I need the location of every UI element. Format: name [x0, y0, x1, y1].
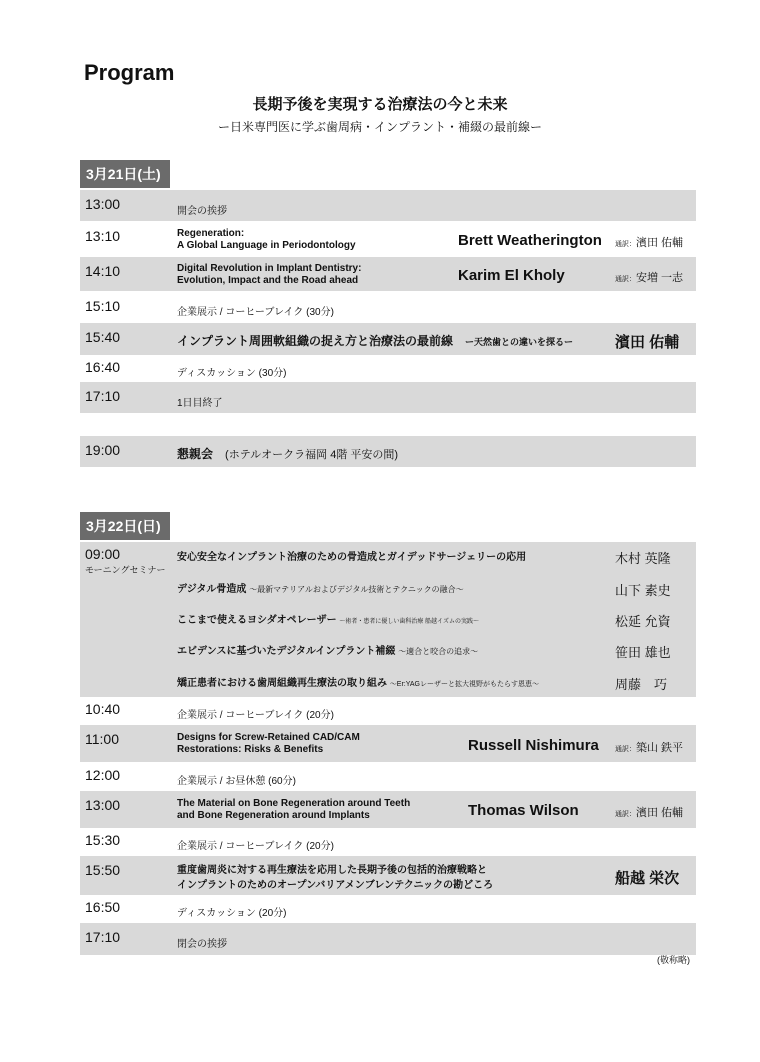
time: 15:50: [85, 862, 121, 878]
session-title: Digital Revolution in Implant Dentistry: Evolution, Impact and the Road ahead: [177, 263, 362, 286]
session-title: 懇親会 (ホテルオークラ福岡 4階 平安の間): [177, 447, 399, 461]
schedule-row: [80, 292, 696, 322]
session-title: The Material on Bone Regeneration around Teeth and Bone Regeneration around Implants: [177, 798, 411, 821]
schedule-row: [80, 257, 696, 291]
session-title: 重度歯周炎に対する再生療法を応用した長期予後の包括的治療戦略と インプラントのためのオープンバリアメンブレンテクニックの勘どころ: [177, 865, 494, 891]
session-text: 企業展示 / コーヒーブレイク (20分): [177, 841, 334, 852]
schedule-row: [80, 698, 696, 724]
speaker: 濱田 佑輔: [615, 334, 680, 351]
speaker: Brett Weatherington: [458, 232, 602, 249]
session-text: 企業展示 / コーヒーブレイク (30分): [177, 307, 334, 318]
time: 17:10: [85, 929, 121, 945]
page-title: Program: [84, 60, 175, 85]
speaker: Thomas Wilson: [468, 802, 579, 819]
time: 10:40: [85, 701, 121, 717]
schedule-row: [80, 356, 696, 381]
time: 15:30: [85, 832, 121, 848]
schedule-row: [80, 222, 696, 256]
session-text: 開会の挨拶: [177, 206, 227, 217]
time: 16:50: [85, 899, 121, 915]
interpreter: 通訳：安増 一志: [615, 272, 684, 284]
time: 13:00: [85, 196, 121, 212]
session-text: 企業展示 / コーヒーブレイク (20分): [177, 710, 334, 721]
honorifics-note: (敬称略): [657, 955, 690, 965]
time: 09:00: [85, 546, 121, 562]
day2-tab: 3月22日(日): [80, 512, 170, 540]
time: 13:00: [85, 797, 121, 813]
time: 12:00: [85, 767, 121, 783]
session-text: ディスカッション (30分): [177, 368, 287, 379]
sub-title: ー日米専門医に学ぶ歯周病・インプラント・補綴の最前線ー: [217, 120, 542, 134]
schedule-row: [80, 763, 696, 790]
time: 19:00: [85, 442, 121, 458]
interpreter: 通訳：濱田 佑輔: [615, 237, 684, 249]
interpreter: 通訳：濱田 佑輔: [615, 807, 684, 819]
session-title: Regeneration: A Global Language in Periodontology: [177, 228, 356, 251]
time: 14:10: [85, 263, 121, 279]
schedule-row: [80, 829, 696, 855]
session-text: 閉会の挨拶: [177, 939, 227, 950]
schedule-row: [80, 896, 696, 922]
schedule-row: [80, 436, 696, 467]
time: 11:00: [85, 731, 119, 747]
schedule-row: [80, 190, 696, 221]
time: 15:10: [85, 298, 121, 314]
speaker: Karim El Kholy: [458, 267, 565, 284]
morning-label: モーニングセミナー: [85, 565, 166, 575]
schedule-row: [80, 791, 696, 828]
session-title: インプラント周囲軟組織の捉え方と治療法の最前線 ー天然歯との違いを探るー: [177, 334, 574, 348]
main-title: 長期予後を実現する治療法の今と未来: [252, 96, 508, 113]
time: 13:10: [85, 228, 121, 244]
session-text: 企業展示 / お昼休憩 (60分): [177, 776, 296, 787]
interpreter: 通訳：築山 鉄平: [615, 742, 684, 754]
speaker: 船越 栄次: [615, 870, 680, 887]
speaker: Russell Nishimura: [468, 737, 599, 754]
schedule-row: [80, 923, 696, 955]
morning-seminar: 09:00 モーニングセミナー 安心安全なインプラント治療のための骨造成とガイデッドサージェリーの応用 木村 英隆 デジタル骨造成 ～最新マテリアルおよびデジタル技術とテクニックの融合～ 山下 素史 ここまで使えるヨシダオペレーザー ～術者・患者に優しい歯科治療 船越イズムの実践～ 松延 允資 エビデンスに基づいたデジタルインプラント補綴 ～適合と咬合の追求～ 笹田 雄也 矯正患者における歯周組織再生療法の取り組み ～Er:YAGレーザーと拡大視野がもたらす恩恵～ 周藤 巧: [80, 542, 696, 697]
time: 16:40: [85, 359, 121, 375]
time: 15:40: [85, 329, 121, 345]
schedule-row: [80, 856, 696, 895]
session-text: 1日目終了: [177, 398, 223, 409]
schedule-row: [80, 725, 696, 762]
time: 17:10: [85, 388, 121, 404]
day1-tab: 3月21日(土): [80, 160, 170, 188]
schedule-row: [80, 382, 696, 413]
session-text: ディスカッション (20分): [177, 908, 287, 919]
session-title: Designs for Screw-Retained CAD/CAM Restorations: Risks & Benefits: [177, 732, 360, 755]
schedule-row: [80, 323, 696, 355]
